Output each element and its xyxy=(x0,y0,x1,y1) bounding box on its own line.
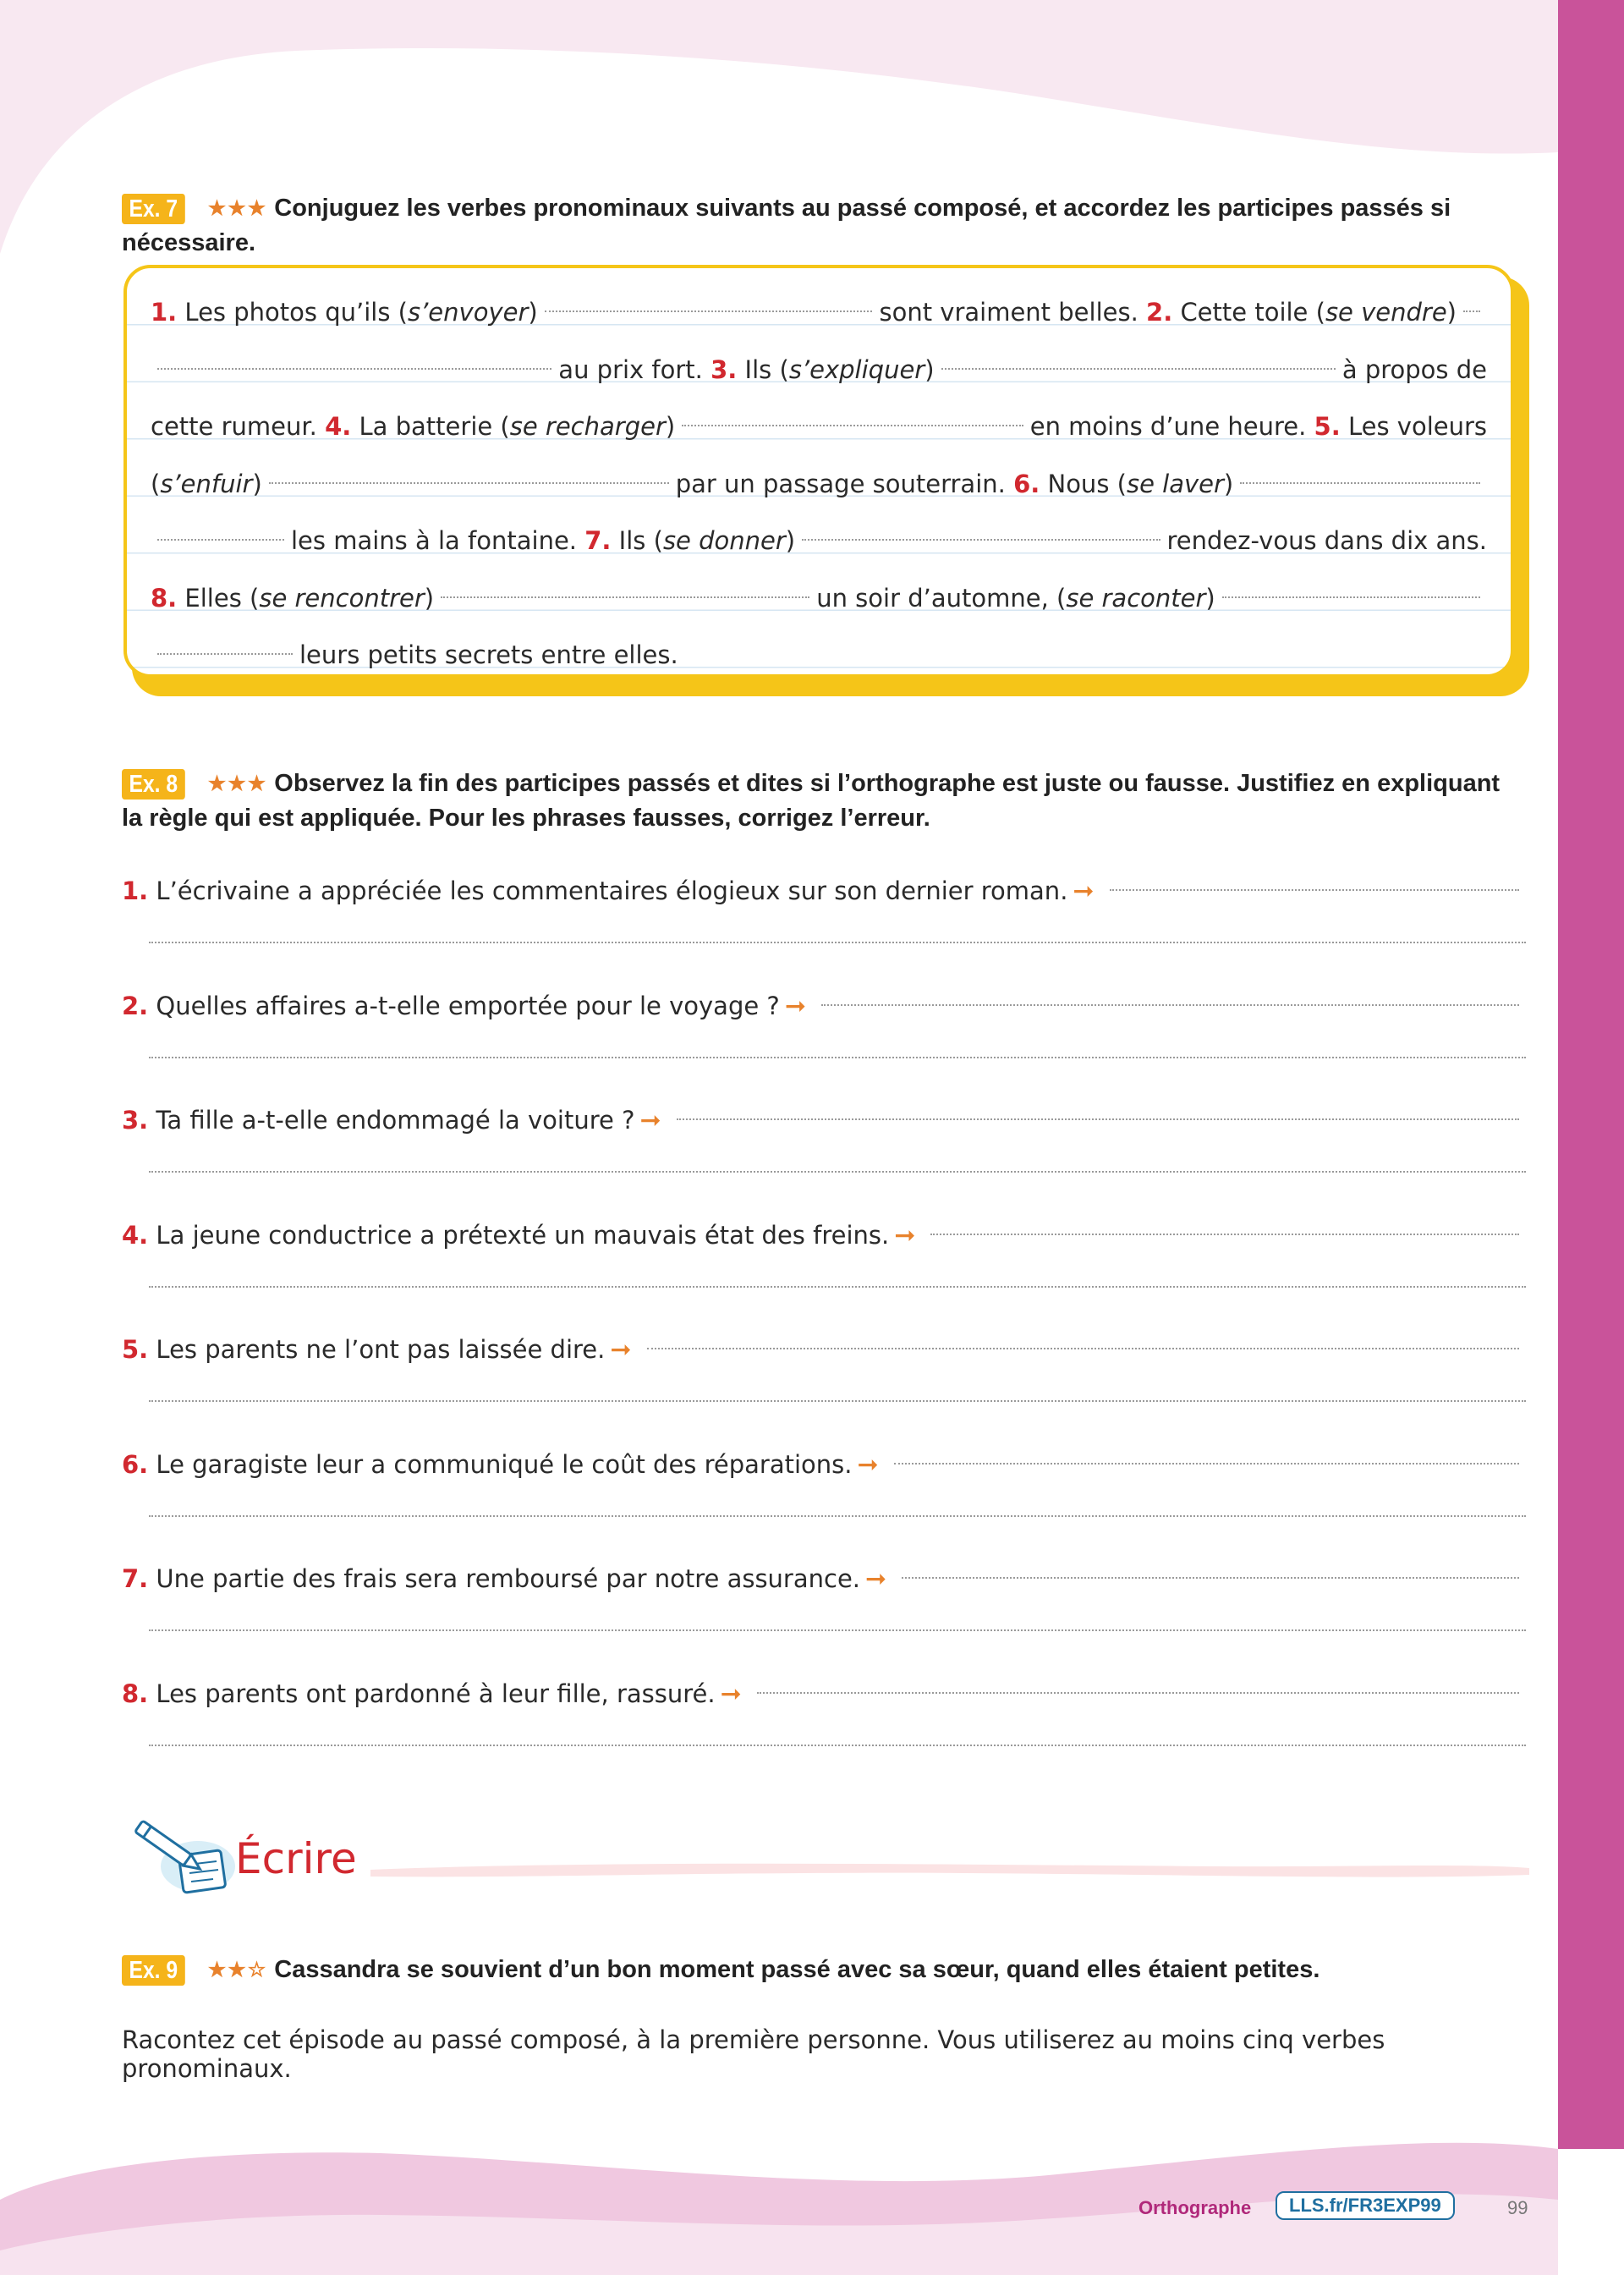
arrow-right-icon: ➞ xyxy=(720,1679,742,1709)
answer-blank[interactable] xyxy=(941,368,1336,370)
question-number: 1. xyxy=(122,876,149,905)
section-underline-brush xyxy=(370,1858,1529,1882)
answer-blank[interactable] xyxy=(930,1234,1519,1235)
ex8-badge: Ex. 8 xyxy=(122,769,185,800)
ex7-line-2: au prix fort. 3. Ils ( s’expliquer ) à propos de xyxy=(151,342,1487,399)
ex8-question xyxy=(122,874,1526,943)
right-color-band xyxy=(1558,0,1624,2149)
ex7-line-6: 8. Elles ( se rencontrer ) un soir d’automne, ( se raconter ) xyxy=(151,570,1487,628)
question-text: Ta fille a-t-elle endommagé la voiture ? xyxy=(156,1106,635,1135)
question-number: 4. xyxy=(122,1220,149,1250)
footer-link[interactable]: LLS.fr/FR3EXP99 xyxy=(1276,2191,1455,2220)
arrow-right-icon: ➞ xyxy=(784,991,806,1021)
difficulty-stars-icon: ★★★ xyxy=(207,772,268,796)
ex7-line-7: leurs petits secrets entre elles. xyxy=(151,627,1487,684)
ex9-header xyxy=(122,1953,1526,1987)
answer-blank[interactable] xyxy=(269,482,669,484)
ex8-question xyxy=(122,1333,1526,1402)
ex8-question xyxy=(122,1562,1526,1631)
answer-blank[interactable] xyxy=(157,653,293,655)
answer-blank[interactable] xyxy=(757,1692,1519,1694)
ex7-badge: Ex. 7 xyxy=(122,194,185,224)
ex9-badge: Ex. 9 xyxy=(122,1955,185,1986)
arrow-right-icon: ➞ xyxy=(857,1449,879,1480)
ex7-line-3: cette rumeur. 4. La batterie ( se recharger ) en moins d’une heure. 5. Les voleurs xyxy=(151,412,1487,441)
difficulty-stars-icon: ★★★ xyxy=(207,197,268,221)
ex7-line-5: les mains à la fontaine. 7. Ils ( se donner ) rendez-vous dans dix ans. xyxy=(151,513,1487,570)
answer-blank[interactable] xyxy=(157,368,551,370)
question-number: 6. xyxy=(122,1449,149,1479)
ex7-answer-box xyxy=(123,265,1521,684)
answer-blank[interactable] xyxy=(1240,482,1480,484)
answer-blank[interactable] xyxy=(647,1348,1519,1349)
answer-blank[interactable] xyxy=(802,539,1160,541)
answer-blank[interactable] xyxy=(149,1400,1526,1402)
ex8-question xyxy=(122,1448,1526,1517)
section-title: Écrire xyxy=(235,1834,357,1883)
question-number: 2. xyxy=(122,991,149,1020)
writing-pencil-notepad-icon xyxy=(129,1817,239,1895)
arrow-right-icon: ➞ xyxy=(639,1106,661,1135)
question-number: 7. xyxy=(122,1564,149,1593)
footer-section-label: Orthographe xyxy=(1138,2197,1252,2218)
answer-blank[interactable] xyxy=(1222,596,1480,598)
ex8-question xyxy=(122,1677,1526,1746)
answer-blank[interactable] xyxy=(149,1171,1526,1173)
ex9-writing-prompt: Racontez cet épisode au passé composé, à la première personne. Vous utiliserez au moins cinq verbes pronominaux. xyxy=(122,2025,1385,2083)
question-text: Une partie des frais sera remboursé par notre assurance. xyxy=(156,1564,861,1593)
ex7-line-4: ( s’enfuir ) par un passage souterrain. 6. Nous ( se laver ) xyxy=(151,456,1487,514)
ex8-question xyxy=(122,989,1526,1058)
question-number: 8. xyxy=(122,1679,149,1708)
answer-blank[interactable] xyxy=(149,942,1526,943)
ex8-question xyxy=(122,1103,1526,1173)
answer-blank[interactable] xyxy=(157,539,284,541)
question-text: La jeune conductrice a prétexté un mauvais état des freins. xyxy=(156,1220,890,1250)
question-text: Le garagiste leur a communiqué le coût des réparations. xyxy=(156,1449,853,1479)
question-number: 3. xyxy=(122,1106,149,1135)
ex8-header xyxy=(122,767,1526,835)
answer-blank[interactable] xyxy=(682,425,1023,426)
answer-blank[interactable] xyxy=(149,1286,1526,1288)
question-text: L’écrivaine a appréciée les commentaires élogieux sur son dernier roman. xyxy=(156,876,1068,905)
answer-blank[interactable] xyxy=(821,1004,1519,1006)
answer-blank[interactable] xyxy=(441,596,809,598)
page-number: 99 xyxy=(1507,2197,1528,2218)
answer-blank[interactable] xyxy=(149,1745,1526,1746)
answer-blank[interactable] xyxy=(1463,310,1480,312)
answer-blank[interactable] xyxy=(149,1515,1526,1517)
answer-blank[interactable] xyxy=(149,1057,1526,1058)
answer-blank[interactable] xyxy=(902,1577,1519,1579)
ex8-question xyxy=(122,1218,1526,1288)
answer-blank[interactable] xyxy=(677,1118,1519,1120)
arrow-right-icon: ➞ xyxy=(610,1335,632,1365)
ex9-instruction: Cassandra se souvient d’un bon moment passé avec sa sœur, quand elles étaient petites. xyxy=(274,1956,1320,1983)
difficulty-stars-icon: ★★☆ xyxy=(207,1959,268,1982)
answer-blank[interactable] xyxy=(545,310,873,312)
ex8-instruction: Observez la fin des participes passés et dites si l’orthographe est juste ou fausse. Justifiez en expliquant la règle qui est appliquée. Pour les phrases fausses, corrigez l’erreur. xyxy=(122,770,1501,833)
ex7-line-1: 1. Les photos qu’ils ( s’envoyer ) sont vraiment belles. 2. Cette toile ( se vendre ) xyxy=(151,284,1487,342)
question-text: Quelles affaires a-t-elle emportée pour le voyage ? xyxy=(156,991,780,1020)
arrow-right-icon: ➞ xyxy=(1073,876,1095,906)
answer-blank[interactable] xyxy=(149,1629,1526,1631)
question-text: Les parents ont pardonné à leur fille, rassuré. xyxy=(156,1679,716,1708)
question-text: Les parents ne l’ont pas laissée dire. xyxy=(156,1335,606,1364)
ex7-instruction: Conjuguez les verbes pronominaux suivants au passé composé, et accordez les participes passés si nécessaire. xyxy=(122,195,1451,257)
arrow-right-icon: ➞ xyxy=(894,1220,916,1250)
ex7-header xyxy=(122,191,1526,260)
answer-blank[interactable] xyxy=(1110,889,1519,891)
arrow-right-icon: ➞ xyxy=(865,1564,887,1594)
answer-blank[interactable] xyxy=(894,1463,1519,1464)
question-number: 5. xyxy=(122,1335,149,1364)
